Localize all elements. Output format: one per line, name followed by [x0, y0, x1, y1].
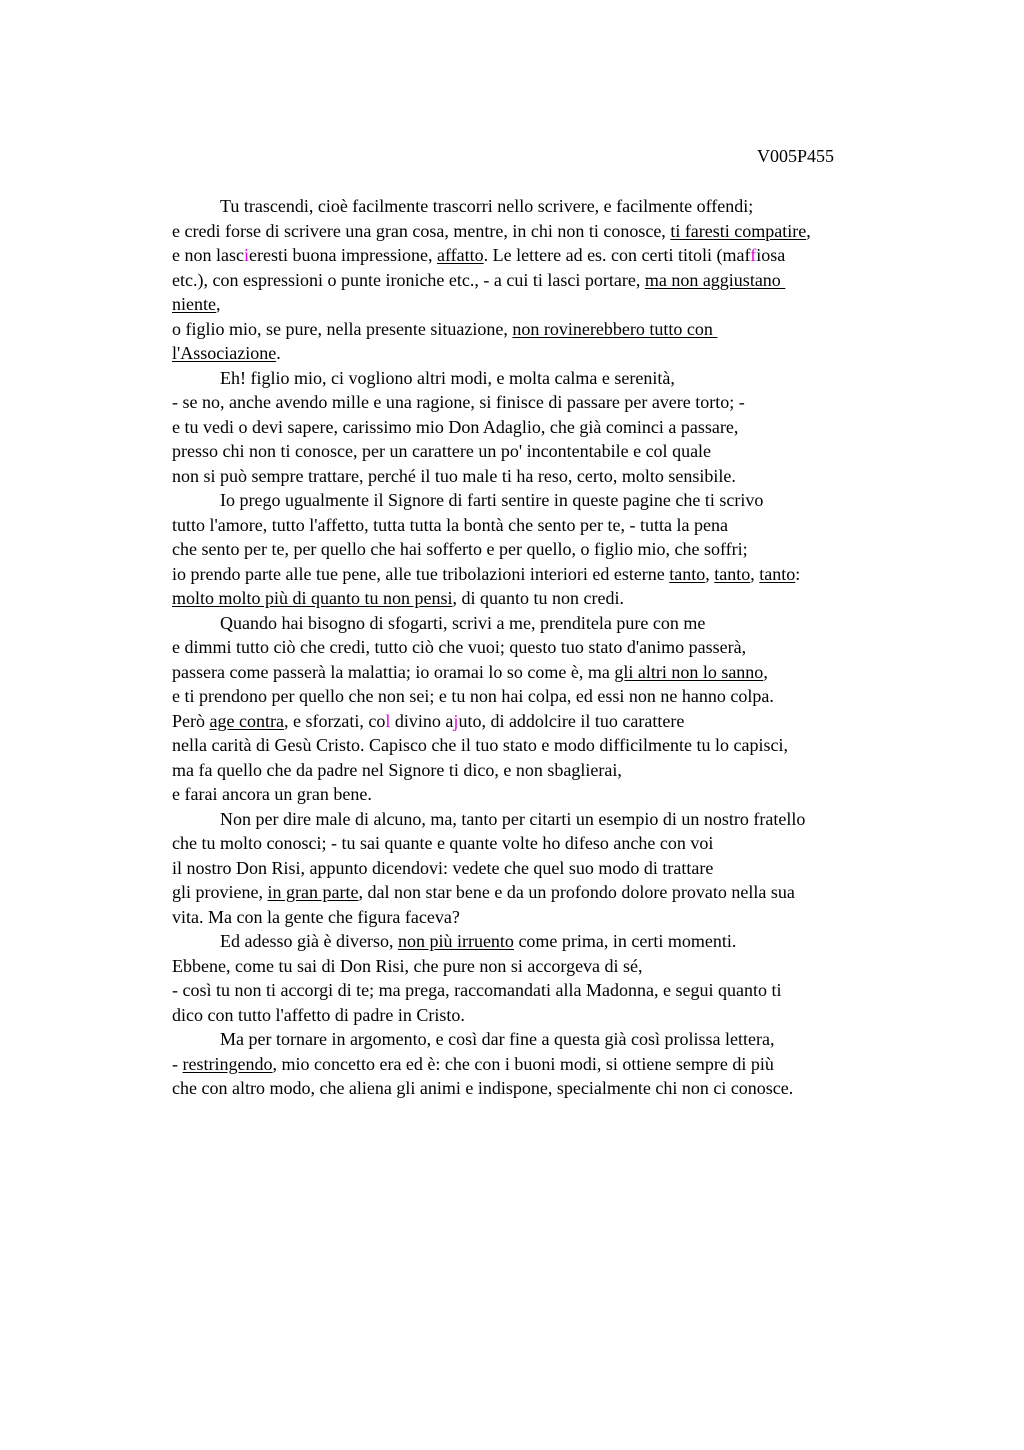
highlighted-letter: j	[453, 710, 459, 731]
text-segment: vita. Ma con la gente che figura faceva?	[172, 906, 460, 927]
underlined-text: non rovinerebbero tutto con	[512, 318, 718, 339]
text-segment: - così tu non ti accorgi di te; ma prega, raccomandati alla Madonna, e segui quanto ti	[172, 980, 782, 1000]
text-segment: -	[172, 1053, 183, 1074]
underlined-text: age contra	[209, 710, 284, 731]
text-line	[172, 194, 932, 219]
text-segment: , di quanto tu non credi.	[452, 588, 624, 608]
text-segment: Io prego ugualmente il Signore di farti sentire in queste pagine che ti scrivo	[220, 490, 764, 510]
letter-body	[172, 194, 932, 1101]
text-line	[172, 1076, 932, 1101]
text-segment: e tu vedi o devi sapere, carissimo mio Don Adaglio, che già cominci a passare,	[172, 416, 739, 437]
underlined-text: tanto	[669, 563, 706, 584]
text-line	[172, 562, 932, 587]
text-line	[172, 415, 932, 440]
highlighted-letter: l	[385, 710, 391, 731]
text-line	[172, 831, 932, 856]
underlined-text: restringendo	[182, 1053, 273, 1074]
underlined-text: gli altri non lo sanno	[614, 661, 764, 682]
underlined-text: non più irruento	[397, 931, 514, 951]
underlined-text: ti faresti compatire	[670, 220, 807, 241]
text-segment: presso chi non ti conosce, per un carattere un po' incontentabile e col quale	[172, 441, 712, 461]
text-segment: nella carità di Gesù Cristo. Capisco che il tuo stato e modo difficilmente tu lo capisci,	[172, 735, 789, 755]
text-segment: ,	[806, 220, 811, 241]
text-segment: ,	[215, 294, 221, 314]
text-segment: - se no, anche avendo mille e una ragione, si finisce di passare per avere torto; -	[172, 392, 745, 412]
text-line	[172, 537, 932, 562]
text-segment: che sento per te, per quello che hai sofferto e per quello, o figlio mio, che soffri;	[172, 539, 748, 559]
text-segment: etc.), con espressioni o punte ironiche etc., - a cui ti lasci portare,	[172, 269, 645, 290]
text-line	[172, 905, 932, 930]
text-segment: ,	[750, 563, 760, 584]
text-line	[172, 268, 932, 293]
text-line	[172, 660, 932, 685]
underlined-text: molto molto più di quanto tu non pensi	[172, 588, 453, 608]
underlined-text: niente	[172, 294, 216, 314]
text-line	[172, 733, 932, 758]
text-segment: il nostro Don Risi, appunto dicendovi: vedete che quel suo modo di trattare	[172, 857, 714, 878]
text-segment: divino a	[390, 710, 454, 731]
text-segment: come prima, in certi momenti.	[513, 931, 737, 951]
text-segment: , dal non star bene e da un profondo dolore provato nella sua	[358, 882, 795, 902]
text-segment: ma fa quello che da padre nel Signore ti dico, e non sbaglierai,	[172, 759, 622, 780]
text-segment: iosa	[756, 245, 786, 265]
text-line	[172, 782, 932, 807]
text-line	[172, 513, 932, 538]
text-segment: non si può sempre trattare, perché il tuo male ti ha reso, certo, molto sensibile.	[172, 465, 736, 486]
text-segment: ,	[705, 563, 715, 584]
text-line	[172, 856, 932, 881]
text-segment: , mio concetto era ed è: che con i buoni modi, si ottiene sempre di più	[272, 1053, 774, 1074]
text-line	[172, 954, 932, 979]
text-line	[172, 880, 932, 905]
text-line	[172, 684, 932, 709]
text-segment: :	[795, 563, 801, 584]
underlined-text: affatto	[436, 245, 484, 265]
text-segment: che con altro modo, che aliena gli animi e indispone, specialmente chi non ci conosce.	[172, 1078, 794, 1098]
underlined-text: tanto	[714, 563, 751, 584]
text-segment: io prendo parte alle tue pene, alle tue tribolazioni interiori ed esterne	[172, 563, 670, 584]
text-segment: Però	[172, 710, 210, 731]
text-line	[172, 341, 932, 366]
text-segment: .	[276, 343, 281, 363]
text-line	[172, 292, 932, 317]
text-segment: dico con tutto l'affetto di padre in Cristo.	[172, 1004, 465, 1025]
page-code: V005P455	[757, 146, 835, 166]
text-line	[172, 464, 932, 489]
text-segment: , e sforzati, co	[283, 710, 386, 731]
underlined-text: tanto	[759, 563, 796, 584]
text-line	[172, 488, 932, 513]
text-segment: Tu trascendi, cioè facilmente trascorri nello scrivere, e facilmente offendi;	[220, 196, 754, 216]
text-line	[172, 611, 932, 636]
underlined-text: l'Associazione	[172, 343, 277, 363]
text-segment: passera come passerà la malattia; io oramai lo so come è, ma	[172, 661, 615, 682]
text-segment: e credi forse di scrivere una gran cosa, mentre, in chi non ti conosce,	[172, 220, 671, 241]
text-segment: che tu molto conosci; - tu sai quante e quante volte ho difeso anche con voi	[172, 833, 714, 853]
text-line	[172, 635, 932, 660]
text-line	[172, 219, 932, 244]
underlined-text: ma non aggiustano	[644, 269, 786, 290]
text-segment: o figlio mio, se pure, nella presente situazione,	[172, 318, 513, 339]
highlighted-letter: i	[243, 245, 249, 265]
text-line	[172, 978, 932, 1003]
text-segment: tutto l'amore, tutto l'affetto, tutta tutta la bontà che sento per te, - tutta la pena	[172, 514, 728, 535]
text-segment: Quando hai bisogno di sfogarti, scrivi a me, prenditela pure con me	[220, 612, 706, 633]
text-segment: Eh! figlio mio, ci vogliono altri modi, e molta calma e serenità,	[220, 367, 675, 388]
text-segment: . Le lettere ad es. con certi titoli (maf	[483, 245, 751, 265]
text-line	[172, 317, 932, 342]
highlighted-letter: f	[750, 245, 757, 265]
text-segment: eresti buona impressione,	[249, 245, 437, 265]
text-segment: e farai ancora un gran bene.	[172, 784, 372, 804]
text-line	[172, 1027, 932, 1052]
text-line	[172, 758, 932, 783]
text-segment: Ed adesso già è diverso,	[220, 931, 398, 951]
text-segment: ,	[763, 661, 768, 682]
text-segment: Ma per tornare in argomento, e così dar fine a questa già così prolissa lettera,	[220, 1029, 775, 1049]
text-line	[172, 1003, 932, 1028]
text-segment: gli proviene,	[172, 882, 268, 902]
text-line	[172, 929, 932, 954]
underlined-text: in gran parte	[267, 882, 359, 902]
text-line	[172, 439, 932, 464]
text-line	[172, 586, 932, 611]
text-segment: Non per dire male di alcuno, ma, tanto per citarti un esempio di un nostro fratello	[220, 808, 806, 829]
text-line	[172, 709, 932, 734]
text-line	[172, 366, 932, 391]
text-segment: Ebbene, come tu sai di Don Risi, che pure non si accorgeva di sé,	[172, 955, 643, 976]
text-segment: uto, di addolcire il tuo carattere	[458, 710, 685, 731]
text-segment: e dimmi tutto ciò che credi, tutto ciò che vuoi; questo tuo stato d'animo passerà,	[172, 637, 747, 657]
text-segment: e ti prendono per quello che non sei; e tu non hai colpa, ed essi non ne hanno colpa.	[172, 686, 774, 706]
text-line	[172, 807, 932, 832]
text-segment: e non lasc	[172, 245, 244, 265]
text-line	[172, 243, 932, 268]
text-line	[172, 390, 932, 415]
text-line	[172, 1052, 932, 1077]
